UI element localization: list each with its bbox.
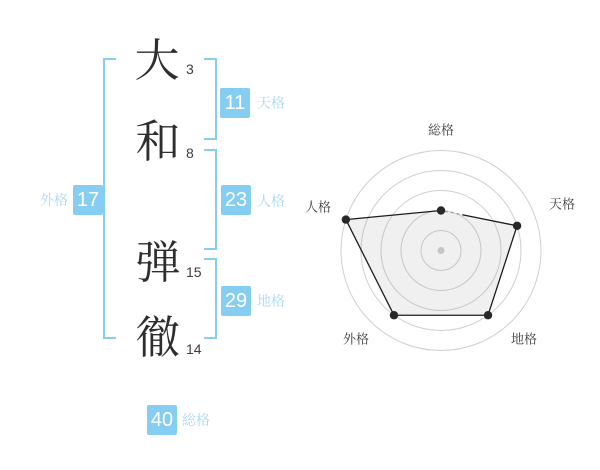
radar-axis-label-soukaku: 総格 xyxy=(427,122,455,138)
given-char-1-strokes: 15 xyxy=(186,264,202,280)
chikaku-label: 地格 xyxy=(257,293,285,309)
soukaku-value-box: 40 xyxy=(147,405,177,435)
given-char-2: 徹 xyxy=(135,312,181,363)
surname-char-1: 大 xyxy=(134,35,180,86)
chikaku-value-box: 29 xyxy=(221,286,251,316)
surname-char-2-strokes: 8 xyxy=(186,145,194,161)
gaikaku-value-box: 17 xyxy=(73,185,103,215)
radar-data-polygon xyxy=(346,211,517,316)
radar-axis-label-tenkaku: 天格 xyxy=(548,196,576,212)
gaikaku-bracket-line xyxy=(103,58,105,339)
jinkaku-bracket-line xyxy=(215,149,217,250)
radar-vertex-dot xyxy=(390,311,398,319)
tenkaku-bracket-tick-bottom xyxy=(204,138,217,140)
soukaku-label: 総格 xyxy=(182,412,210,428)
surname-char-1-strokes: 3 xyxy=(186,61,194,77)
radar-vertex-dot xyxy=(342,215,350,223)
tenkaku-bracket-line xyxy=(215,58,217,140)
surname-char-2: 和 xyxy=(135,116,181,167)
gaikaku-bracket-tick-top xyxy=(103,58,116,60)
radar-chart xyxy=(300,100,590,360)
radar-axis-label-jinkaku: 人格 xyxy=(304,199,332,215)
tenkaku-value-box: 11 xyxy=(220,88,250,118)
radar-vertex-dot xyxy=(513,222,521,230)
jinkaku-bracket-tick-bottom xyxy=(204,248,217,250)
radar-vertex-dot xyxy=(437,206,445,214)
given-char-1: 弾 xyxy=(135,237,181,288)
jinkaku-label: 人格 xyxy=(257,193,285,209)
jinkaku-bracket-tick-top xyxy=(204,149,217,151)
tenkaku-bracket-tick-top xyxy=(204,58,217,60)
gaikaku-bracket-tick-bottom xyxy=(103,337,116,339)
chikaku-bracket-tick-top xyxy=(204,258,217,260)
chikaku-bracket-line xyxy=(215,258,217,339)
radar-axis-label-gaikaku: 外格 xyxy=(342,331,370,347)
gaikaku-label: 外格 xyxy=(40,192,68,208)
radar-center-dot xyxy=(438,247,445,254)
jinkaku-value-box: 23 xyxy=(221,185,251,215)
tenkaku-label: 天格 xyxy=(257,95,285,111)
given-char-2-strokes: 14 xyxy=(186,341,202,357)
radar-axis-label-chikaku: 地格 xyxy=(510,331,538,347)
radar-vertex-dot xyxy=(484,311,492,319)
chikaku-bracket-tick-bottom xyxy=(204,337,217,339)
